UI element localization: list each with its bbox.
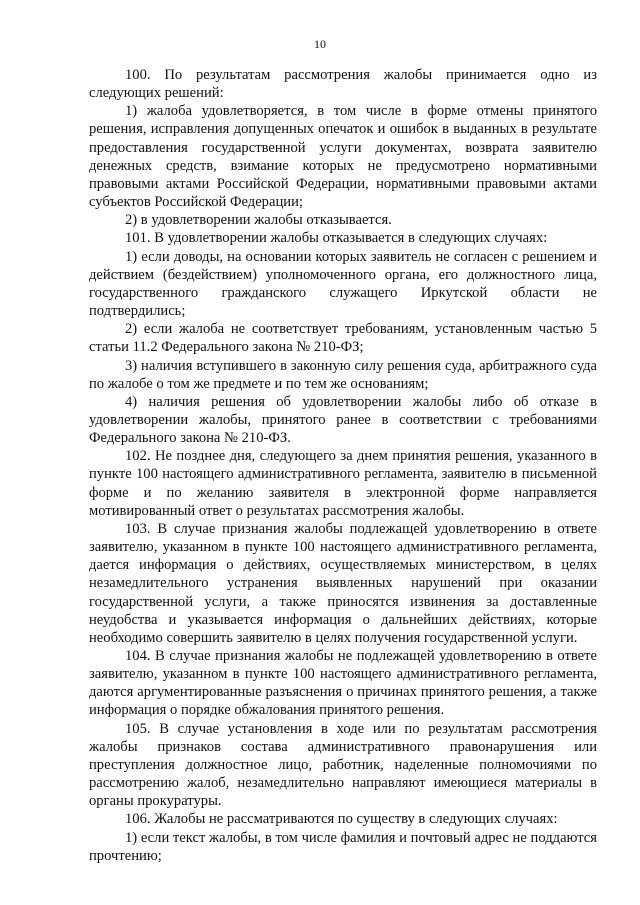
paragraph-102: 102. Не позднее дня, следующего за днем принятия решения, указанного в пункте 100 настоящего административного регламента, заявителю в письменной форме и по желанию заявителя в электронной форме направляется мотивированный ответ о результатах рассмотрения жалобы. (89, 448, 597, 519)
page-number: 10 (314, 37, 326, 51)
paragraph-100-item-2: 2) в удовлетворении жалобы отказывается. (125, 212, 392, 229)
document-body (89, 66, 597, 865)
paragraph-103: 103. В случае признания жалобы подлежащей удовлетворению в ответе заявителю, указанном в пункте 100 настоящего административного регламента, дается информация о действиях, осуществляемых министерством, в целях незамедлительного устранения выявленных нарушений при оказании государственной услуги, а также приносятся извинения за доставленные неудобства и указывается информация о дальнейших действиях, которые необходимо совершить заявителю в целях получения государственной услуги. (89, 520, 597, 646)
paragraph-101: 101. В удовлетворении жалобы отказывается в следующих случаях: (125, 230, 548, 247)
paragraph-100: 100. По результатам рассмотрения жалобы принимается одно из следующих решений: (89, 67, 597, 102)
paragraph-101-item-1: 1) если доводы, на основании которых заявитель не согласен с решением и действием (бездействием) уполномоченного органа, его должностного лица, государственного гражданского служащего Иркутской области не подтвердились; (89, 248, 597, 320)
paragraph-101-item-2: 2) если жалоба не соответствует требованиям, установленным частью 5 статьи 11.2 Федерального закона № 210-ФЗ; (89, 321, 597, 356)
paragraph-105: 105. В случае установления в ходе или по результатам рассмотрения жалобы признаков состава административного правонарушения или преступления должностное лицо, работник, наделенные полномочиями по рассмотрению жалоб, незамедлительно направляют имеющиеся материалы в органы прокуратуры. (89, 720, 597, 810)
paragraph-101-item-4: 4) наличия решения об удовлетворении жалобы либо об отказе в удовлетворении жалобы, принятого ранее в соответствии с требованиями Федерального закона № 210-ФЗ. (89, 393, 597, 447)
paragraph-106: 106. Жалобы не рассматриваются по существу в следующих случаях: (125, 811, 558, 828)
paragraph-101-item-3: 3) наличия вступившего в законную силу решения суда, арбитражного суда по жалобе о том же предмете и по тем же основаниям; (89, 357, 597, 392)
paragraph-100-item-1: 1) жалоба удовлетворяется, в том числе в форме отмены принятого решения, исправления допущенных опечаток и ошибок в выданных в результате предоставления государственной услуги документах, возврата заявителю денежных средств, взимание которых не предусмотрено нормативными правовыми актами Российской Федерации, нормативными правовыми актами субъектов Российской Федерации; (89, 103, 597, 211)
paragraph-104: 104. В случае признания жалобы не подлежащей удовлетворению в ответе заявителю, указанном в пункте 100 настоящего административного регламента, даются аргументированные разъяснения о причинах принятого решения, а также информация о порядке обжалования принятого решения. (89, 648, 597, 719)
paragraph-106-item-1: 1) если текст жалобы, в том числе фамилия и почтовый адрес не поддаются прочтению; (89, 829, 597, 864)
